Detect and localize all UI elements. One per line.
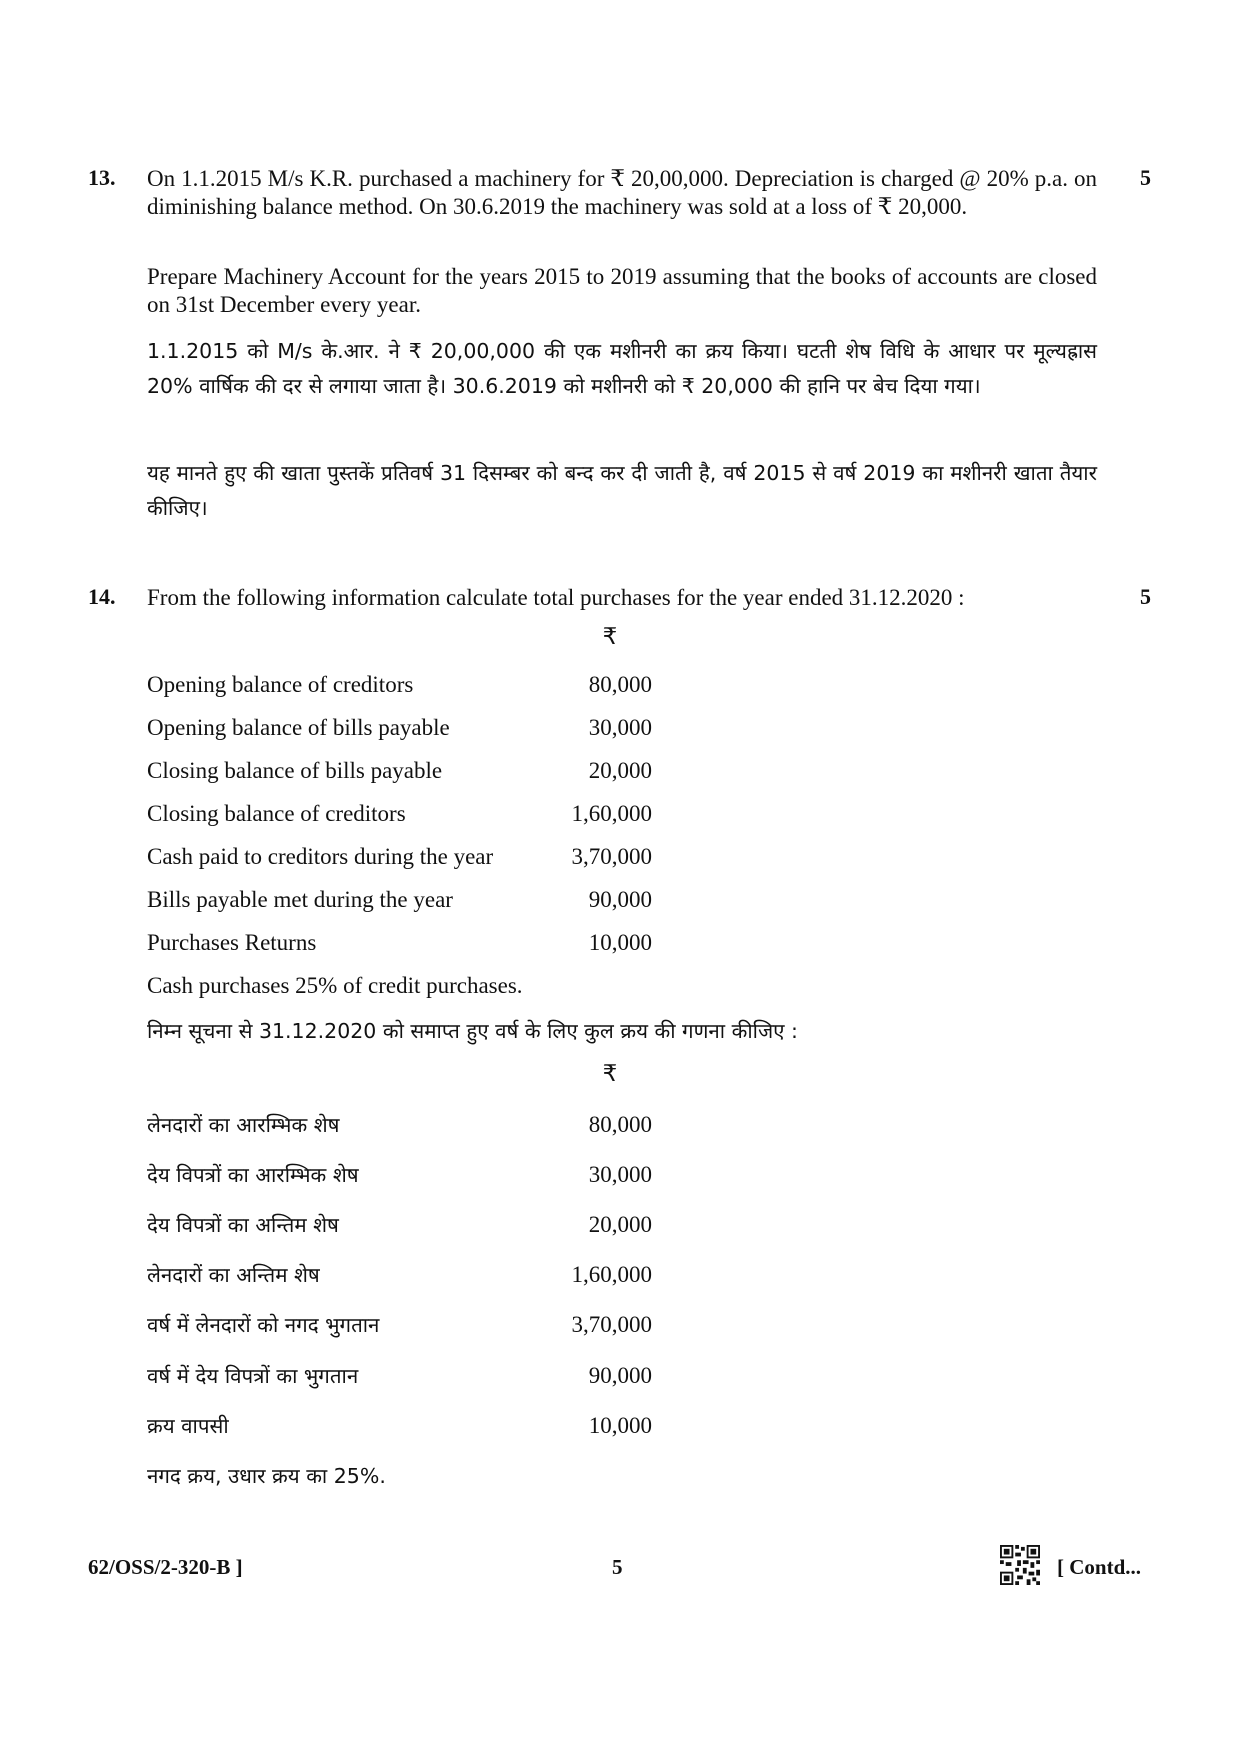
row-label: Opening balance of bills payable [147,715,450,740]
cash-purchases-note-hi: नगद क्रय, उधार क्रय का 25%. [147,1464,386,1488]
row-label: वर्ष में देय विपत्रों का भुगतान [147,1364,359,1388]
row-value: 90,000 [588,1363,652,1388]
table-row-en [147,842,652,872]
table-row-en [147,799,652,829]
row-label: Closing balance of bills payable [147,758,443,783]
row-value: 80,000 [588,1112,652,1137]
row-value: 3,70,000 [571,844,652,869]
row-value: 3,70,000 [571,1312,652,1337]
row-label: Closing balance of creditors [147,801,406,826]
qr-code-icon [1000,1545,1040,1585]
row-label: Bills payable met during the year [147,887,453,912]
row-value: 20,000 [588,758,652,783]
row-label: देय विपत्रों का आरम्भिक शेष [147,1163,359,1187]
row-label: Cash paid to creditors during the year [147,844,494,869]
question-14-text-hi: निम्न सूचना से 31.12.2020 को समाप्त हुए वर्ष के लिए कुल क्रय की गणना कीजिए : [147,1019,798,1043]
row-label: लेनदारों का आरम्भिक शेष [147,1113,340,1137]
row-label: लेनदारों का अन्तिम शेष [147,1263,320,1287]
row-value: 1,60,000 [571,1262,652,1287]
question-13-number: 13. [88,165,116,190]
paper-code: 62/OSS/2-320-B ] [88,1555,243,1579]
continued-label: [ Contd... [1057,1555,1142,1579]
question-13-text-hi: 1.1.2015 को M/s के.आर. ने ₹ 20,00,000 की एक मशीनरी का क्रय किया। घटती शेष विधि के आधार पर मूल्यह्रास 20% वार्षिक की दर से लगाया जाता है। 30.6.2019 को मशीनरी को ₹ 20,000 की हानि पर बेच दिया गया। [147,339,1097,398]
question-13-marks: 5 [1140,165,1151,190]
page-number: 5 [612,1555,623,1579]
row-value: 30,000 [588,715,652,740]
row-value: 1,60,000 [571,801,652,826]
question-13-text-en: On 1.1.2015 M/s K.R. purchased a machinery for ₹ 20,00,000. Depreciation is charged @ 20% p.a. on diminishing balance method. On 30.6.2019 the machinery was sold at a loss of ₹ 20,000. [147,166,1097,219]
row-label: देय विपत्रों का अन्तिम शेष [147,1213,339,1237]
row-value: 30,000 [588,1162,652,1187]
table-row-hi [147,1260,652,1290]
row-label: Purchases Returns [147,930,317,955]
table-row-hi [147,1361,652,1391]
table-row-en [147,713,652,743]
row-value: 10,000 [588,930,652,955]
cash-purchases-note-en: Cash purchases 25% of credit purchases. [147,973,523,998]
table-row-hi [147,1310,652,1340]
table-row-hi [147,1411,652,1441]
question-13-instruction-en: Prepare Machinery Account for the years 2015 to 2019 assuming that the books of accounts are closed on 31st December every year. [147,264,1097,317]
row-label: क्रय वापसी [147,1414,229,1438]
question-14-text-en: From the following information calculate total purchases for the year ended 31.12.2020 : [147,585,965,610]
row-value: 10,000 [588,1413,652,1438]
table-row-hi [147,1210,652,1240]
table-row-hi [147,1160,652,1190]
table-row-en [147,885,652,915]
row-value: 20,000 [588,1212,652,1237]
table-row-en [147,670,652,700]
rupee-column-header-hi: ₹ [602,1061,618,1087]
question-13-instruction-hi: यह मानते हुए की खाता पुस्तकें प्रतिवर्ष 31 दिसम्बर को बन्द कर दी जाती है, वर्ष 2015 से वर्ष 2019 का मशीनरी खाता तैयार कीजिए। [147,461,1097,520]
table-row-en [147,756,652,786]
row-label: वर्ष में लेनदारों को नगद भुगतान [147,1313,380,1337]
row-label: Opening balance of creditors [147,672,414,697]
row-value: 80,000 [588,672,652,697]
rupee-column-header-en: ₹ [602,624,618,650]
question-14-number: 14. [88,584,116,609]
question-14-marks: 5 [1140,584,1151,609]
table-row-en [147,928,652,958]
table-row-hi [147,1110,652,1140]
row-value: 90,000 [588,887,652,912]
